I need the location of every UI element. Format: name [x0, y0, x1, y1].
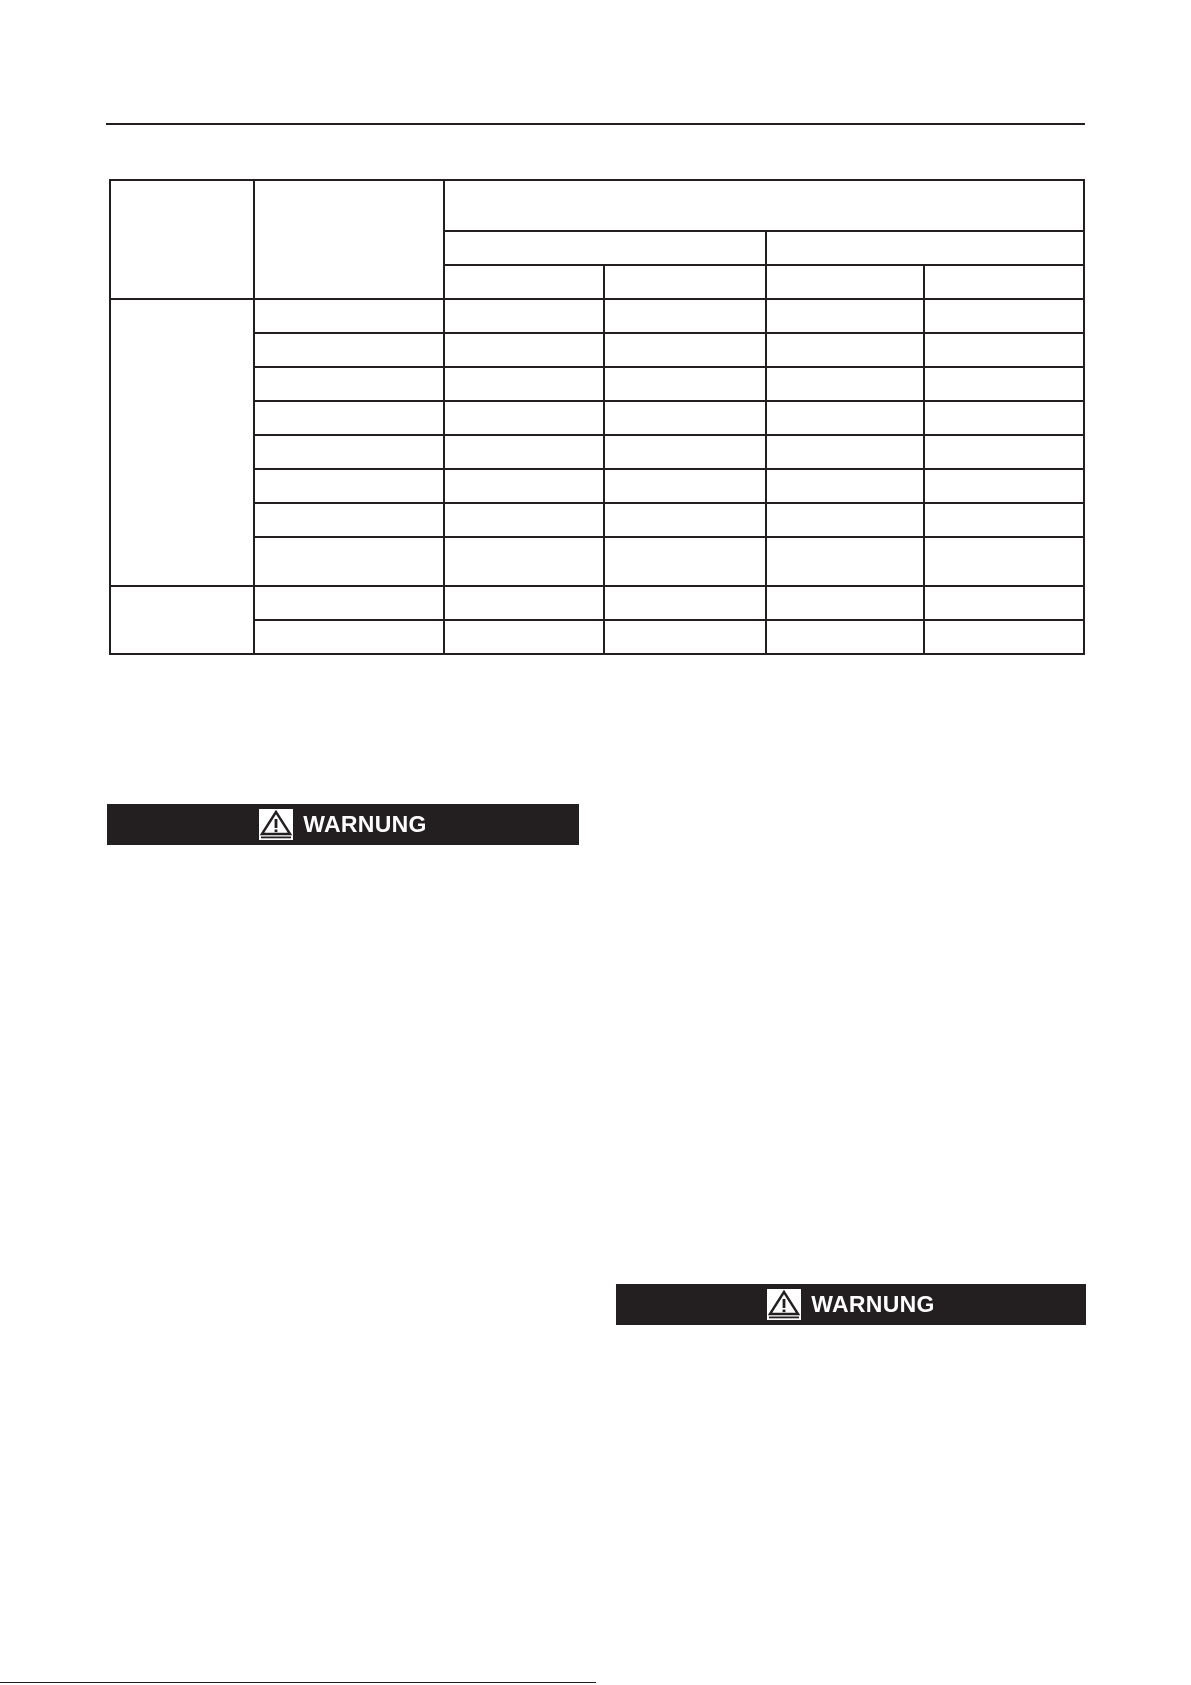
table-cell	[766, 401, 924, 435]
table-header-cell	[444, 231, 766, 265]
table-cell	[604, 299, 766, 333]
table-cell	[444, 503, 604, 537]
table-row	[110, 401, 1084, 435]
table-cell	[766, 435, 924, 469]
warning-banner	[616, 1284, 1086, 1325]
table-cell	[604, 537, 766, 586]
table-cell	[766, 620, 924, 654]
table-cell	[604, 333, 766, 367]
table-cell	[604, 503, 766, 537]
table-header-cell	[924, 265, 1084, 299]
table-cell	[444, 620, 604, 654]
warning-triangle-icon	[259, 809, 293, 840]
table-cell	[254, 503, 444, 537]
table-cell	[766, 299, 924, 333]
table-cell	[924, 299, 1084, 333]
table-cell	[924, 367, 1084, 401]
table-cell	[766, 537, 924, 586]
table-row	[110, 367, 1084, 401]
table-cell	[766, 503, 924, 537]
table-row	[110, 469, 1084, 503]
table-header-cell	[254, 180, 444, 299]
table-cell	[254, 620, 444, 654]
table-cell	[924, 503, 1084, 537]
table-group-cell	[110, 299, 254, 586]
table-cell	[766, 367, 924, 401]
table-cell	[444, 469, 604, 503]
table-cell	[604, 401, 766, 435]
warning-triangle-icon	[767, 1289, 801, 1320]
table-cell	[604, 620, 766, 654]
table-cell	[254, 537, 444, 586]
table-cell	[604, 367, 766, 401]
table-header-cell	[766, 265, 924, 299]
table-header-cell	[766, 231, 1084, 265]
table-cell	[444, 586, 604, 620]
table-cell	[444, 333, 604, 367]
table-cell	[444, 537, 604, 586]
footer-rule	[0, 1682, 596, 1683]
table-cell	[254, 586, 444, 620]
table-cell	[924, 537, 1084, 586]
table-header-cell	[604, 265, 766, 299]
table-row	[110, 537, 1084, 586]
header-rule	[106, 123, 1085, 125]
table-cell	[254, 401, 444, 435]
table-cell	[444, 367, 604, 401]
specification-table	[109, 179, 1085, 655]
table-header-cell	[444, 265, 604, 299]
table-cell	[766, 586, 924, 620]
table-cell	[604, 586, 766, 620]
table-cell	[254, 333, 444, 367]
table-cell	[254, 469, 444, 503]
table-cell	[604, 435, 766, 469]
table-cell	[924, 620, 1084, 654]
table-cell	[444, 435, 604, 469]
table-cell	[924, 435, 1084, 469]
table-cell	[604, 469, 766, 503]
table-row	[110, 503, 1084, 537]
table-cell	[766, 333, 924, 367]
warning-label: WARNUNG	[303, 811, 427, 837]
warning-banner	[107, 804, 579, 845]
table-row	[110, 435, 1084, 469]
table-cell	[924, 586, 1084, 620]
table-cell	[254, 299, 444, 333]
table-cell	[254, 435, 444, 469]
table-group-cell	[110, 586, 254, 654]
table-cell	[924, 469, 1084, 503]
table-cell	[924, 333, 1084, 367]
table-row	[110, 620, 1084, 654]
warning-label: WARNUNG	[811, 1291, 935, 1317]
table-row	[110, 299, 1084, 333]
table-cell	[254, 367, 444, 401]
table-row	[110, 586, 1084, 620]
table-cell	[444, 299, 604, 333]
table-header-cell	[110, 180, 254, 299]
table-row	[110, 333, 1084, 367]
table-cell	[924, 401, 1084, 435]
table-cell	[766, 469, 924, 503]
table-cell	[444, 401, 604, 435]
table-header-cell	[444, 180, 1084, 231]
